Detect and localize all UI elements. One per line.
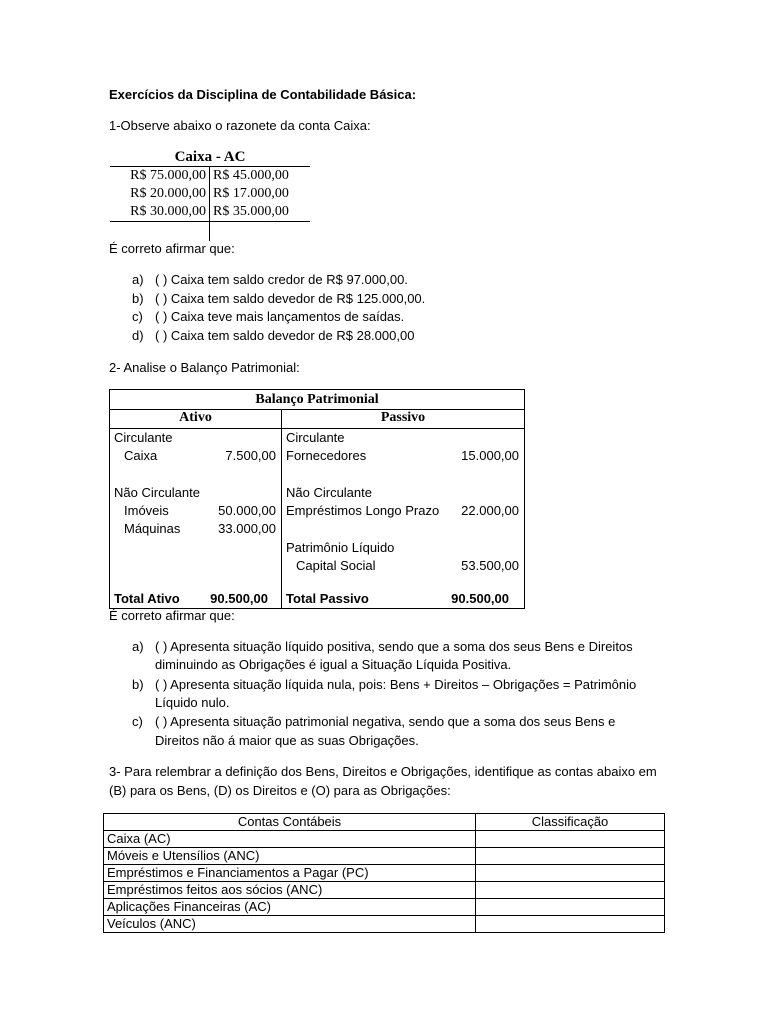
maquinas-label: Máquinas [124,521,181,536]
total-ativo-value: 90.500,00 [210,591,268,606]
question-1-ask: É correto afirmar que: [109,241,235,256]
razonete-bottom-line [110,221,310,222]
total-passivo-value: 90.500,00 [451,591,509,606]
conta-name: Empréstimos e Financiamentos a Pagar (PC) [104,865,476,882]
column-header-contas: Contas Contábeis [104,814,476,831]
total-passivo-label: Total Passivo [286,591,369,606]
razonete-debit: R$ 30.000,00 [130,204,206,219]
option-letter: c) [132,309,143,324]
razonete-credit: R$ 17.000,00 [213,186,289,201]
document-title: Exercícios da Disciplina de Contabilidade Básica: [109,87,417,102]
fornecedores-value: 15.000,00 [461,448,519,463]
total-ativo-label: Total Ativo [114,591,180,606]
emprestimos-value: 22.000,00 [461,503,519,518]
table-row [104,848,665,865]
question-2-ask: É correto afirmar que: [109,608,235,623]
balanco-patrimonial [109,389,525,609]
question-3-prompt: 3- Para relembrar a definição dos Bens, Direitos e Obrigações, identifique as contas abaixo em [109,764,657,779]
razonete-top-line [110,166,310,167]
ativo-header: Ativo [179,410,212,425]
conta-name: Aplicações Financeiras (AC) [104,899,476,916]
caixa-label: Caixa [124,448,158,463]
balanco-title: Balanço Patrimonial [255,392,379,407]
option-letter: b) [132,291,144,306]
option-letter: b) [132,677,144,692]
razonete-debit: R$ 75.000,00 [130,168,206,183]
passivo-nao-circulante-label: Não Circulante [286,485,372,500]
question-3-prompt-continued: (B) para os Bens, (D) os Direitos e (O) para as Obrigações: [109,783,451,798]
capital-social-label: Capital Social [296,558,376,573]
option-text: ( ) Caixa tem saldo devedor de R$ 28.000,00 [155,328,415,343]
classificacao-cell[interactable] [476,882,665,899]
emprestimos-label: Empréstimos Longo Prazo [286,503,440,518]
classificacao-cell[interactable] [476,848,665,865]
conta-name: Caixa (AC) [104,831,476,848]
caixa-value: 7.500,00 [225,448,276,463]
question-2-prompt: 2- Analise o Balanço Patrimonial: [109,360,300,375]
contas-table [103,813,665,933]
maquinas-value: 33.000,00 [218,521,276,536]
option-text: ( ) Apresenta situação líquido positiva, sendo que a soma dos seus Bens e Direitos [155,639,633,654]
ativo-circulante-label: Circulante [114,430,173,445]
option-text: ( ) Caixa teve mais lançamentos de saídas. [155,309,405,324]
classificacao-cell[interactable] [476,831,665,848]
question-1-prompt: 1-Observe abaixo o razonete da conta Caixa: [109,118,371,133]
option-letter: a) [132,639,144,654]
razonete-credit: R$ 45.000,00 [213,168,289,183]
option-letter: c) [132,714,143,729]
option-text: ( ) Apresenta situação líquida nula, pois: Bens + Direitos – Obrigações = Patrimônio [155,677,637,692]
table-header-row [104,814,665,831]
option-text: ( ) Caixa tem saldo devedor de R$ 125.000,00. [155,291,426,306]
column-header-classificacao: Classificação [476,814,665,831]
balanco-column-divider [281,409,282,608]
imoveis-label: Imóveis [124,503,169,518]
classificacao-cell[interactable] [476,865,665,882]
passivo-circulante-label: Circulante [286,430,345,445]
table-row [104,899,665,916]
option-text: ( ) Caixa tem saldo credor de R$ 97.000,00. [155,272,408,287]
conta-name: Empréstimos feitos aos sócios (ANC) [104,882,476,899]
classificacao-cell[interactable] [476,916,665,933]
razonete-center-line [209,166,210,241]
imoveis-value: 50.000,00 [218,503,276,518]
conta-name: Móveis e Utensílios (ANC) [104,848,476,865]
option-letter: d) [132,328,144,343]
balanco-divider [110,428,524,429]
passivo-header: Passivo [380,410,426,425]
patrimonio-liquido-label: Patrimônio Líquido [286,540,395,555]
table-row [104,831,665,848]
ativo-nao-circulante-label: Não Circulante [114,485,200,500]
razonete-debit: R$ 20.000,00 [130,186,206,201]
option-text-continued: Direitos não á maior que as suas Obrigações. [155,733,419,748]
razonete-credit: R$ 35.000,00 [213,204,289,219]
option-text-continued: diminuindo as Obrigações é igual a Situação Líquida Positiva. [155,657,512,672]
classificacao-cell[interactable] [476,899,665,916]
conta-name: Veículos (ANC) [104,916,476,933]
option-letter: a) [132,272,144,287]
razonete-title: Caixa - AC [174,149,246,165]
table-row [104,916,665,933]
capital-social-value: 53.500,00 [461,558,519,573]
option-text: ( ) Apresenta situação patrimonial negativa, sendo que a soma dos seus Bens e [155,714,616,729]
table-row [104,865,665,882]
fornecedores-label: Fornecedores [286,448,367,463]
option-text-continued: Líquido nulo. [155,695,230,710]
table-row [104,882,665,899]
